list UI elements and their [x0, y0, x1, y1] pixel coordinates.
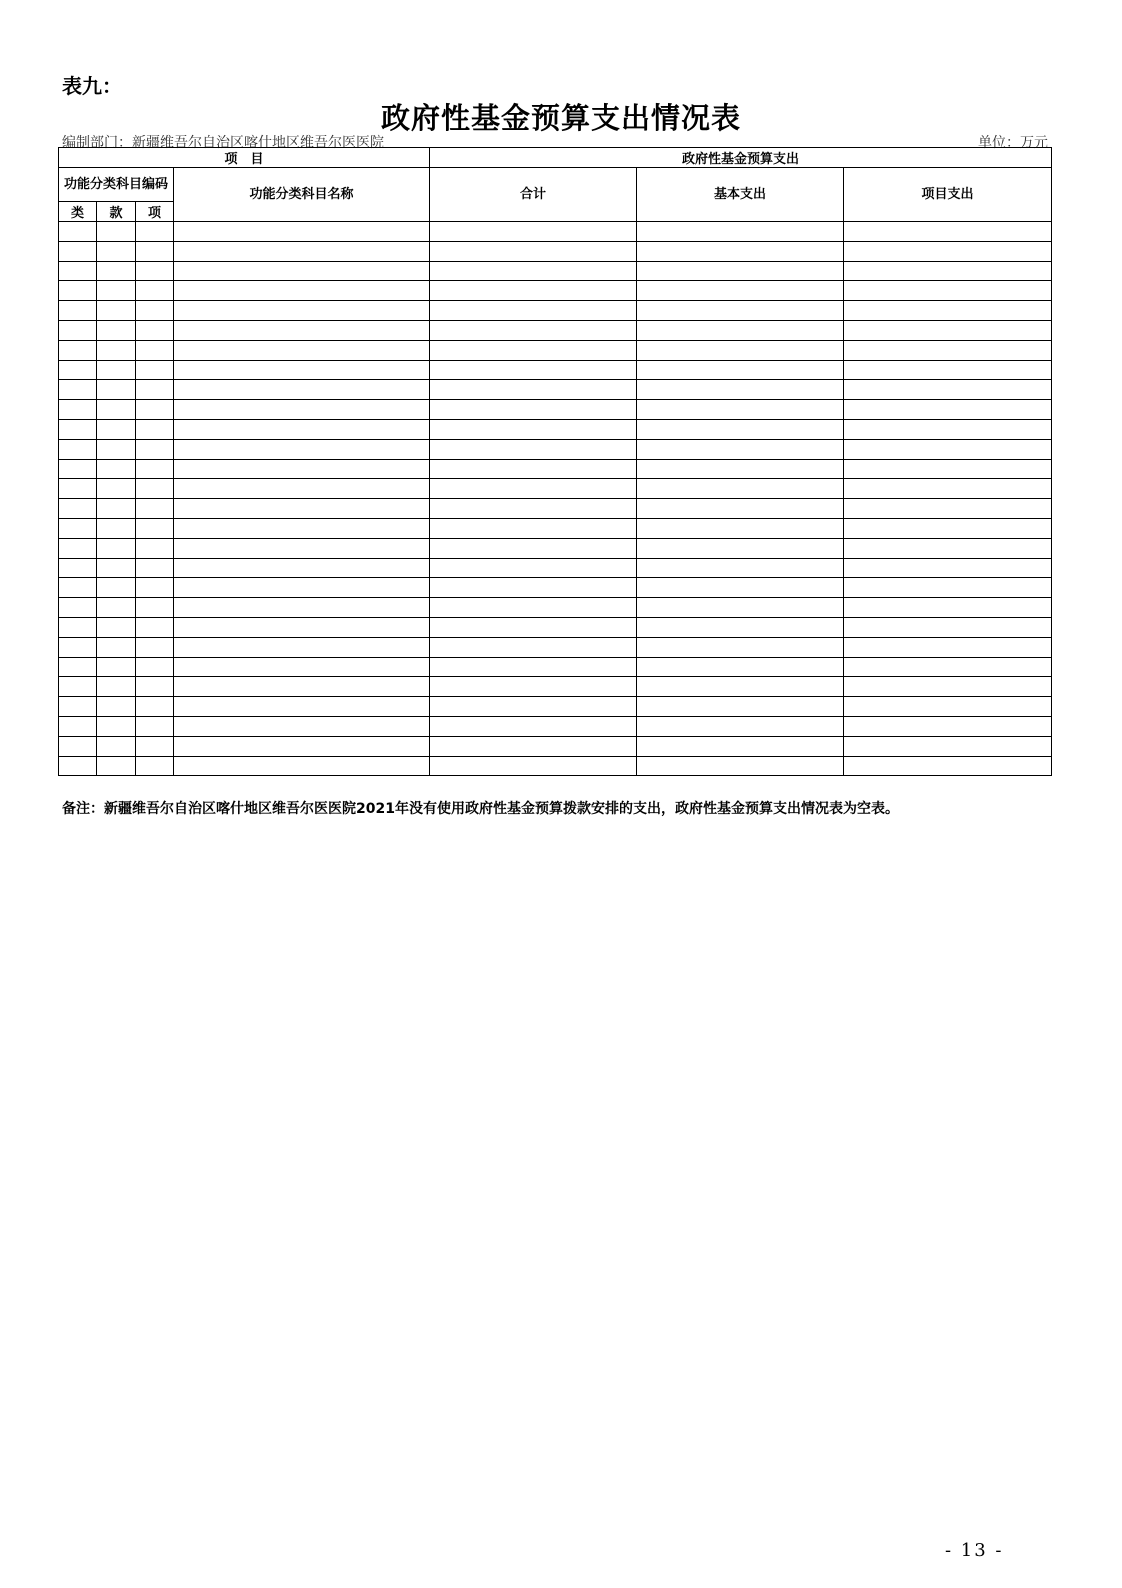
table-cell — [844, 637, 1052, 657]
page-number: - 13 - — [945, 1540, 1004, 1561]
header-basic: 基本支出 — [637, 168, 844, 222]
table-cell — [97, 756, 136, 776]
table-cell — [844, 320, 1052, 340]
table-cell — [97, 261, 136, 281]
table-cell — [136, 360, 174, 380]
table-cell — [430, 716, 637, 736]
table-row — [59, 598, 1052, 618]
table-body — [59, 222, 1052, 776]
table-cell — [637, 697, 844, 717]
header-project: 项目支出 — [844, 168, 1052, 222]
table-cell — [637, 439, 844, 459]
table-cell — [59, 380, 97, 400]
table-cell — [430, 677, 637, 697]
table-cell — [97, 281, 136, 301]
table-cell — [97, 736, 136, 756]
table-row — [59, 222, 1052, 242]
table-cell — [844, 697, 1052, 717]
table-row — [59, 716, 1052, 736]
table-cell — [59, 518, 97, 538]
table-cell — [637, 538, 844, 558]
table-cell — [430, 697, 637, 717]
table-cell — [430, 419, 637, 439]
table-cell — [97, 499, 136, 519]
table-cell — [844, 598, 1052, 618]
table-cell — [136, 538, 174, 558]
table-cell — [844, 222, 1052, 242]
table-cell — [136, 419, 174, 439]
table-cell — [97, 459, 136, 479]
table-cell — [59, 261, 97, 281]
table-cell — [844, 241, 1052, 261]
header-function-name: 功能分类科目名称 — [174, 168, 430, 222]
table-cell — [59, 281, 97, 301]
header-item-sub: 项 — [136, 202, 174, 222]
table-cell — [97, 657, 136, 677]
table-cell — [844, 439, 1052, 459]
table-cell — [136, 637, 174, 657]
table-row — [59, 419, 1052, 439]
table-cell — [97, 538, 136, 558]
table-cell — [59, 360, 97, 380]
table-cell — [174, 736, 430, 756]
table-cell — [844, 657, 1052, 677]
note: 备注：新疆维吾尔自治区喀什地区维吾尔医医院2021年没有使用政府性基金预算拨款安排的支出，政府性基金预算支出情况表为空表。 — [62, 801, 899, 817]
table-cell — [844, 716, 1052, 736]
table-cell — [430, 479, 637, 499]
table-cell — [59, 736, 97, 756]
table-cell — [430, 261, 637, 281]
table-cell — [174, 301, 430, 321]
table-row — [59, 479, 1052, 499]
table-cell — [97, 301, 136, 321]
table-cell — [844, 261, 1052, 281]
table-cell — [97, 617, 136, 637]
table-row — [59, 380, 1052, 400]
compiler-department: 编制部门：新疆维吾尔自治区喀什地区维吾尔医医院 — [62, 135, 384, 151]
table-cell — [136, 499, 174, 519]
table-cell — [174, 400, 430, 420]
table-cell — [136, 439, 174, 459]
table-cell — [136, 320, 174, 340]
header-section: 款 — [97, 202, 136, 222]
table-cell — [174, 261, 430, 281]
table-cell — [136, 598, 174, 618]
table-row — [59, 261, 1052, 281]
table-cell — [174, 459, 430, 479]
table-cell — [637, 222, 844, 242]
table-cell — [844, 756, 1052, 776]
table-cell — [97, 400, 136, 420]
table-cell — [430, 400, 637, 420]
table-cell — [174, 439, 430, 459]
budget-expenditure-table — [58, 147, 1052, 776]
table-cell — [637, 518, 844, 538]
table-cell — [59, 697, 97, 717]
table-cell — [430, 360, 637, 380]
table-cell — [97, 419, 136, 439]
table-cell — [59, 479, 97, 499]
table-cell — [136, 380, 174, 400]
table-cell — [637, 736, 844, 756]
table-cell — [136, 400, 174, 420]
table-cell — [174, 340, 430, 360]
table-row — [59, 439, 1052, 459]
table-row — [59, 360, 1052, 380]
table-cell — [97, 518, 136, 538]
unit-label: 单位：万元 — [978, 135, 1048, 151]
table-cell — [174, 657, 430, 677]
table-cell — [637, 340, 844, 360]
table-cell — [174, 637, 430, 657]
table-cell — [844, 301, 1052, 321]
table-cell — [174, 419, 430, 439]
table-cell — [136, 677, 174, 697]
table-cell — [136, 222, 174, 242]
header-total: 合计 — [430, 168, 637, 222]
table-cell — [59, 459, 97, 479]
table-cell — [844, 677, 1052, 697]
table-row — [59, 637, 1052, 657]
table-cell — [136, 756, 174, 776]
table-cell — [637, 400, 844, 420]
header-function-code: 功能分类科目编码 — [59, 168, 174, 202]
table-cell — [637, 419, 844, 439]
table-cell — [637, 499, 844, 519]
table-cell — [174, 598, 430, 618]
table-cell — [97, 697, 136, 717]
table-row — [59, 281, 1052, 301]
table-cell — [59, 400, 97, 420]
table-cell — [136, 617, 174, 637]
table-cell — [844, 736, 1052, 756]
header-item: 项 目 — [59, 148, 430, 168]
table-cell — [136, 479, 174, 499]
table-cell — [430, 617, 637, 637]
table-cell — [97, 598, 136, 618]
table-cell — [637, 637, 844, 657]
table-cell — [59, 716, 97, 736]
table-cell — [430, 241, 637, 261]
table-cell — [844, 578, 1052, 598]
table-row — [59, 558, 1052, 578]
table-cell — [430, 578, 637, 598]
table-cell — [430, 222, 637, 242]
table-cell — [97, 439, 136, 459]
table-cell — [430, 538, 637, 558]
table-cell — [844, 400, 1052, 420]
table-row — [59, 736, 1052, 756]
table-cell — [136, 697, 174, 717]
table-cell — [59, 241, 97, 261]
table-row — [59, 657, 1052, 677]
table-cell — [59, 340, 97, 360]
table-cell — [59, 301, 97, 321]
table-cell — [97, 241, 136, 261]
table-cell — [174, 578, 430, 598]
table-row — [59, 301, 1052, 321]
table-cell — [430, 756, 637, 776]
table-cell — [136, 558, 174, 578]
table-cell — [637, 320, 844, 340]
table-cell — [637, 756, 844, 776]
table-cell — [59, 558, 97, 578]
table-cell — [136, 736, 174, 756]
table-cell — [637, 241, 844, 261]
table-label: 表九： — [62, 74, 122, 98]
table-cell — [174, 360, 430, 380]
table-cell — [844, 538, 1052, 558]
table-cell — [59, 578, 97, 598]
table-cell — [637, 281, 844, 301]
page-title: 政府性基金预算支出情况表 — [380, 101, 741, 135]
table-cell — [174, 677, 430, 697]
table-cell — [174, 558, 430, 578]
table-cell — [97, 677, 136, 697]
table-cell — [844, 380, 1052, 400]
table-cell — [430, 340, 637, 360]
table-cell — [844, 558, 1052, 578]
table-cell — [59, 320, 97, 340]
table-cell — [136, 578, 174, 598]
table-cell — [174, 756, 430, 776]
header-class: 类 — [59, 202, 97, 222]
table-cell — [637, 677, 844, 697]
table-cell — [97, 380, 136, 400]
table-cell — [637, 558, 844, 578]
table-cell — [430, 598, 637, 618]
table-cell — [844, 518, 1052, 538]
table-cell — [637, 380, 844, 400]
table-cell — [637, 459, 844, 479]
table-cell — [637, 578, 844, 598]
table-cell — [97, 578, 136, 598]
table-cell — [174, 320, 430, 340]
table-cell — [174, 538, 430, 558]
table-cell — [637, 301, 844, 321]
table-cell — [59, 756, 97, 776]
table-cell — [59, 617, 97, 637]
table-cell — [430, 301, 637, 321]
table-cell — [59, 419, 97, 439]
table-row — [59, 459, 1052, 479]
table-cell — [97, 479, 136, 499]
table-cell — [637, 617, 844, 637]
table-cell — [637, 479, 844, 499]
table-cell — [59, 538, 97, 558]
table-row — [59, 499, 1052, 519]
table-cell — [59, 222, 97, 242]
table-cell — [430, 320, 637, 340]
table-cell — [174, 241, 430, 261]
table-cell — [59, 499, 97, 519]
table-cell — [136, 716, 174, 736]
table-cell — [637, 598, 844, 618]
table-cell — [59, 657, 97, 677]
table-cell — [136, 281, 174, 301]
table-cell — [430, 637, 637, 657]
table-cell — [844, 459, 1052, 479]
table-cell — [637, 716, 844, 736]
table-cell — [59, 637, 97, 657]
table-cell — [136, 518, 174, 538]
table-row — [59, 756, 1052, 776]
table-cell — [844, 419, 1052, 439]
table-row — [59, 677, 1052, 697]
table-cell — [174, 479, 430, 499]
table-row — [59, 578, 1052, 598]
table-cell — [430, 281, 637, 301]
table-row — [59, 340, 1052, 360]
table-cell — [136, 261, 174, 281]
table-cell — [59, 677, 97, 697]
table-row — [59, 320, 1052, 340]
table-cell — [59, 598, 97, 618]
table-cell — [844, 479, 1052, 499]
table-cell — [174, 499, 430, 519]
table-cell — [136, 241, 174, 261]
table-cell — [97, 637, 136, 657]
table-cell — [430, 518, 637, 538]
header-expenditure: 政府性基金预算支出 — [430, 148, 1052, 168]
table-cell — [844, 617, 1052, 637]
table-cell — [59, 439, 97, 459]
table-cell — [430, 736, 637, 756]
table-row — [59, 241, 1052, 261]
table-row — [59, 538, 1052, 558]
table-cell — [430, 459, 637, 479]
table-cell — [174, 716, 430, 736]
table-row — [59, 617, 1052, 637]
table-cell — [637, 360, 844, 380]
table-cell — [174, 281, 430, 301]
table-cell — [136, 301, 174, 321]
table-cell — [97, 340, 136, 360]
table-cell — [97, 360, 136, 380]
table-cell — [430, 380, 637, 400]
table-row — [59, 518, 1052, 538]
table-cell — [430, 558, 637, 578]
table-cell — [174, 222, 430, 242]
table-cell — [844, 360, 1052, 380]
table-cell — [430, 439, 637, 459]
table-cell — [174, 380, 430, 400]
table-cell — [430, 499, 637, 519]
table-cell — [844, 340, 1052, 360]
table-cell — [430, 657, 637, 677]
table-cell — [97, 320, 136, 340]
table-cell — [844, 281, 1052, 301]
table-row — [59, 400, 1052, 420]
table-cell — [844, 499, 1052, 519]
table-cell — [136, 657, 174, 677]
table-cell — [97, 222, 136, 242]
table-cell — [637, 657, 844, 677]
table-cell — [136, 459, 174, 479]
table-cell — [637, 261, 844, 281]
table-cell — [97, 716, 136, 736]
table-row — [59, 697, 1052, 717]
table-cell — [174, 697, 430, 717]
table-cell — [174, 518, 430, 538]
table-cell — [174, 617, 430, 637]
table-cell — [97, 558, 136, 578]
table-cell — [136, 340, 174, 360]
